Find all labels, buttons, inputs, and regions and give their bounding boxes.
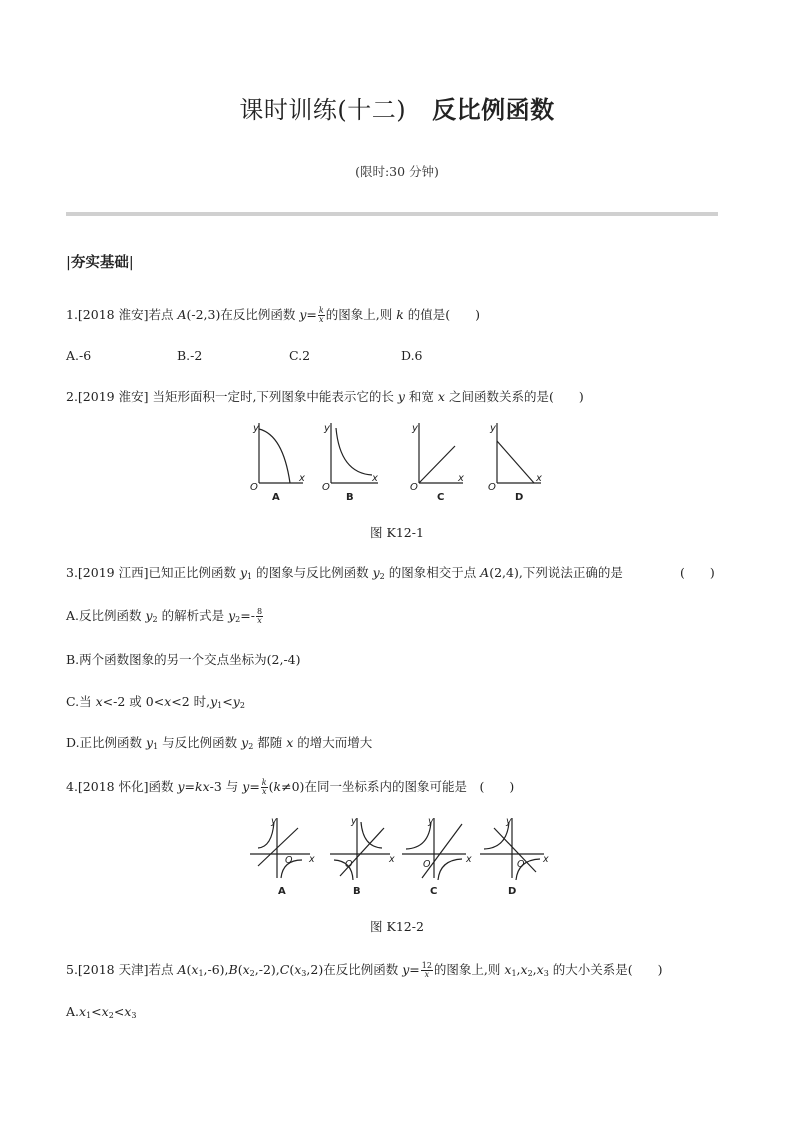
q4-f1-tail: -3 与: [209, 779, 243, 794]
q5-opt-a-x1-sub: 1: [86, 1011, 92, 1020]
graph-a: [259, 423, 303, 483]
q5-option-a: [66, 1004, 136, 1020]
graph-a-origin: O: [250, 482, 258, 493]
q1-frac-num: k: [318, 306, 324, 315]
q3-opt-a-num: 8: [256, 607, 263, 616]
question-4: [66, 777, 514, 796]
q3-tail: ,下列说法正确的是: [518, 565, 623, 580]
q3-opt-c-y2-sub: 2: [239, 701, 245, 710]
graph-b-origin: O: [322, 482, 330, 493]
graph2-a-x-label: x: [309, 854, 315, 865]
q3-point: A: [480, 565, 490, 580]
question-5: [66, 960, 663, 979]
graph2-d-y-label: y: [506, 816, 512, 827]
q3-opt-c-x1: x: [95, 694, 103, 709]
figure-k12-2: [0, 810, 794, 900]
q4-tail: 在同一坐标系内的图象可能是 ( ): [304, 779, 515, 794]
graph2-d-x-label: x: [543, 854, 549, 865]
q4-eq: =: [249, 779, 260, 794]
q3-opt-c-mid1: <-2 或 0<: [102, 694, 165, 709]
q5-fraction: [421, 962, 433, 979]
graph2-b-label: B: [353, 886, 361, 897]
graph2-d: [480, 818, 544, 880]
q3-opt-d-x: x: [286, 735, 294, 750]
title-part2: 反比例函数: [432, 96, 555, 124]
q5-opt-a-pre: A.: [66, 1004, 80, 1019]
graph2-d-line: [494, 828, 536, 872]
graph-b-label: B: [346, 492, 354, 503]
q3-point-coords: (2,4): [489, 565, 519, 580]
graph2-b: [330, 818, 390, 880]
q3-opt-d-pre: D.正比例函数: [66, 735, 147, 750]
q1-func-lhs: y: [299, 307, 307, 322]
graph2-c: [402, 818, 466, 880]
q5-c-close: ,2): [306, 962, 324, 977]
q4-f2-lhs: y: [242, 779, 250, 794]
graph-a-curve: [259, 429, 290, 483]
graph2-b-y-label: y: [351, 816, 357, 827]
q5-lhs: y: [402, 962, 410, 977]
q4-f1: y=kx: [177, 779, 210, 794]
q3-opt-d-y1: y: [146, 735, 154, 750]
q3-option-d: [66, 733, 372, 751]
q5-b-close: ,-2),: [254, 962, 280, 977]
graph2-b-curve-1: [361, 822, 382, 848]
q4-text: 4.[2018 怀化]函数: [66, 779, 178, 794]
q5-opt-a-x2-sub: 2: [108, 1011, 114, 1020]
q3-opt-c-pre: C.当: [66, 694, 96, 709]
q5-frac-den: x: [424, 970, 430, 979]
question-3: [66, 563, 623, 581]
q4-frac-den: x: [261, 787, 267, 796]
section-title-text: 夯实基础: [70, 255, 129, 271]
figure-k12-2-caption: 图 K12-2: [370, 919, 424, 934]
q3-opt-c-mid2: <2 时,: [171, 694, 211, 709]
graph-c-line: [419, 446, 455, 483]
q5-b-x: x: [242, 962, 250, 977]
q3-option-c: [66, 692, 245, 710]
q5-opt-a-x3-sub: 3: [131, 1011, 137, 1020]
q2-text-mid: 和宽: [404, 389, 438, 404]
q4-cond-k: k: [273, 779, 282, 794]
time-limit: (限时:30 分钟): [355, 164, 439, 179]
section-bar-right: |: [128, 255, 134, 271]
graph2-a-origin: O: [285, 855, 293, 866]
graph-a-label: A: [272, 492, 280, 503]
q3-mid1: 的图象与反比例函数: [252, 565, 373, 580]
graph-b-curve: [336, 428, 372, 475]
q1-option-d: D.6: [401, 348, 423, 363]
q1-text-mid: 在反比例函数: [220, 307, 300, 322]
q3-y2-sub: 2: [379, 572, 385, 581]
q5-frac-num: 12: [421, 961, 432, 970]
q3-text: 3.[2019 江西]已知正比例函数: [66, 565, 240, 580]
divider: [66, 212, 718, 216]
figure-k12-1-caption: 图 K12-1: [370, 525, 424, 540]
graph-c-x-label: x: [458, 473, 464, 484]
q3-opt-c-y1: y: [210, 694, 218, 709]
q1-eq: =: [306, 307, 317, 322]
q3-opt-a-lhs: y: [228, 608, 236, 623]
graph-b: [331, 423, 378, 483]
q3-opt-a-y: y: [145, 608, 153, 623]
graph2-d-label: D: [508, 886, 517, 897]
graph2-d-origin: O: [517, 859, 525, 870]
q5-tail2: 的大小关系是( ): [548, 962, 663, 977]
q2-x: x: [437, 389, 445, 404]
q5-a-close: ,-6),: [203, 962, 229, 977]
graph-d-origin: O: [488, 482, 496, 493]
graph-c: [419, 423, 463, 483]
q4-cond-close: ≠0): [281, 779, 305, 794]
q5-a-x-sub: 1: [198, 969, 204, 978]
q1-fraction: [318, 307, 325, 324]
q1-frac-den: x: [319, 315, 324, 324]
q5-x1: x: [504, 962, 512, 977]
question-2: [66, 387, 584, 405]
graph2-a: [250, 818, 310, 878]
graph-d-y-label: y: [490, 423, 496, 434]
q3-opt-c-x2: x: [164, 694, 172, 709]
q1-option-c: C.2: [289, 348, 311, 363]
q1-option-b: B.-2: [177, 348, 203, 363]
graph-c-label: C: [437, 492, 445, 503]
title-part1: 课时训练(十二): [239, 96, 407, 124]
q3-y2: y: [372, 565, 380, 580]
q5-comma1: ,: [516, 962, 521, 977]
q5-b-open: (: [237, 962, 243, 977]
graph-a-x-label: x: [299, 473, 305, 484]
q5-c-x: x: [294, 962, 302, 977]
page-title: [0, 90, 794, 125]
graph-c-y-label: y: [412, 423, 418, 434]
q3-opt-a-pre: A.反比例函数: [66, 608, 146, 623]
graph-b-x-label: x: [372, 473, 378, 484]
q3-opt-a-lhs-sub: 2: [235, 615, 241, 624]
graph2-a-y-label: y: [271, 816, 277, 827]
graph2-c-label: C: [430, 886, 438, 897]
q5-eq: =: [409, 962, 420, 977]
q4-fraction: [261, 779, 268, 796]
q3-opt-d-y1-sub: 1: [153, 742, 159, 751]
q5-opt-a-lt2: <: [113, 1004, 125, 1019]
q3-opt-d-mid: 与反比例函数: [158, 735, 242, 750]
q1-tail2: 的值是( ): [403, 307, 480, 322]
graph-d: [497, 423, 541, 483]
q4-cond-open: (: [268, 779, 274, 794]
graph-a-y-label: y: [253, 423, 259, 434]
q3-opt-d-mid2: 都随: [253, 735, 287, 750]
q1-point: A: [177, 307, 187, 322]
question-1: [66, 305, 480, 324]
q3-opt-d-tail: 的增大而增大: [293, 735, 373, 750]
figure-k12-1: [0, 415, 794, 510]
graph2-c-y-label: y: [428, 816, 434, 827]
q5-x1-sub: 1: [511, 969, 517, 978]
q3-opt-a-fraction: [256, 608, 263, 625]
graph-d-label: D: [515, 492, 524, 503]
q5-c-x-sub: 3: [301, 969, 307, 978]
q3-option-b: B.两个函数图象的另一个交点坐标为(2,-4): [66, 652, 301, 667]
q5-text: 5.[2018 天津]若点: [66, 962, 178, 977]
graph2-c-curve-2: [438, 859, 462, 880]
graph2-b-origin: O: [345, 859, 353, 870]
q2-y: y: [397, 389, 405, 404]
q3-opt-a-den: x: [257, 616, 262, 625]
q3-opt-c-y1-sub: 1: [217, 701, 223, 710]
q1-k: k: [396, 307, 404, 322]
q3-opt-a-eq: =-: [240, 608, 255, 623]
q3-opt-c-y2: y: [232, 694, 240, 709]
q5-a-open: (: [186, 962, 192, 977]
graph-d-line: [497, 441, 534, 483]
q5-x3-sub: 3: [543, 969, 549, 978]
q5-opt-a-lt1: <: [91, 1004, 102, 1019]
q5-opt-a-x2: x: [101, 1004, 109, 1019]
graph-c-origin: O: [410, 482, 418, 493]
q3-y1-sub: 1: [247, 572, 253, 581]
q2-tail: 之间函数关系的是( ): [444, 389, 584, 404]
q5-x3: x: [536, 962, 544, 977]
q3-option-a: [66, 606, 264, 625]
q5-point-c: C: [279, 962, 290, 977]
q5-opt-a-x3: x: [124, 1004, 132, 1019]
graph-d-x-label: x: [536, 473, 542, 484]
q1-option-a: A.-6: [66, 348, 92, 363]
graph2-a-label: A: [278, 886, 286, 897]
q3-opt-a-mid: 的解析式是: [157, 608, 229, 623]
q5-opt-a-x1: x: [79, 1004, 87, 1019]
q3-opt-c-lt: <: [222, 694, 233, 709]
q3-mid2: 的图象相交于点: [384, 565, 481, 580]
q5-b-x-sub: 2: [249, 969, 255, 978]
q3-paren: ( ): [680, 565, 715, 580]
section-title: [66, 251, 134, 272]
q1-point-coords: (-2,3): [186, 307, 221, 322]
q3-opt-d-y2-sub: 2: [248, 742, 254, 751]
q5-comma2: ,: [532, 962, 537, 977]
q1-text: 1.[2018 淮安]若点: [66, 307, 178, 322]
q5-mid: 在反比例函数: [323, 962, 403, 977]
q5-x2-sub: 2: [527, 969, 533, 978]
graph-b-y-label: y: [324, 423, 330, 434]
q5-x2: x: [520, 962, 528, 977]
q1-tail1: 的图象上,则: [325, 307, 397, 322]
q5-a-x: x: [191, 962, 199, 977]
q3-opt-d-y2: y: [241, 735, 249, 750]
q3-opt-a-y-sub: 2: [152, 615, 158, 624]
q5-point-a: A: [177, 962, 187, 977]
q3-y1: y: [239, 565, 248, 580]
section-bar-left: |: [66, 255, 71, 271]
q4-frac-num: k: [261, 778, 267, 787]
q2-text: 2.[2019 淮安] 当矩形面积一定时,下列图象中能表示它的长: [66, 389, 398, 404]
q5-tail1: 的图象上,则: [433, 962, 505, 977]
graph2-b-x-label: x: [389, 854, 395, 865]
q5-c-open: (: [289, 962, 295, 977]
graph2-c-x-label: x: [466, 854, 472, 865]
q5-point-b: B: [228, 962, 238, 977]
graph2-c-origin: O: [423, 859, 431, 870]
